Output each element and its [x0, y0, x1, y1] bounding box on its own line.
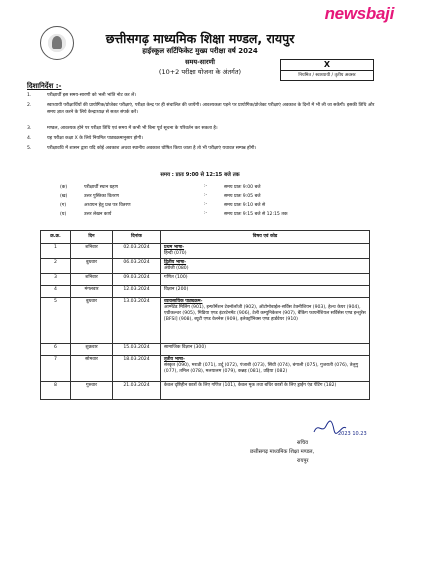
timing-title: समय : प्रातः 9:00 से 12:15 बजे तक	[160, 172, 240, 178]
row-date: 12.03.2024	[113, 286, 161, 298]
timing-row: (ग) अध्ययन हेतु प्रश्न पत्र वितरण :- समय प्रातः 9:10 बजे से	[60, 202, 266, 208]
class-mark: X	[281, 60, 373, 71]
table-row	[41, 298, 370, 344]
row-date: 18.03.2024	[113, 356, 161, 382]
row-date: 06.03.2024	[113, 259, 161, 274]
row-subject: गणित (100)	[161, 274, 370, 286]
row-day: शनिवार	[71, 244, 113, 259]
table-row	[41, 344, 370, 356]
class-box	[280, 59, 374, 81]
instruction-item: 2. स्वाध्यायी परीक्षार्थियों की प्रायोगिक/प्रोजेक्ट परीक्षाएं, परीक्षा केन्द्र पर ही संचालित की जायेंगी। आवश्यकता पड़ने पर प्रायोगिक/प्रोजेक्ट परीक्षाएं अवकाश के दिनों में भी ली जा सकेंगी। इसकी तिथि और समय ज्ञात करने के लिये केन्द्राध्यक्ष से सतत संपर्क करें।	[27, 103, 375, 115]
table-row	[41, 259, 370, 274]
row-number: 8	[41, 382, 71, 400]
exam-schedule-table	[40, 230, 370, 400]
row-day: गुरुवार	[71, 382, 113, 400]
instruction-item: 4. यह परीक्षा कक्षा X के लिये नियमित पाठ्यक्रमानुसार होगी।	[27, 136, 143, 141]
row-subject: व्यावसायिक पाठ्यक्रम- आग्मेंटेड मिलिंग (901), इन्फॉर्मेशन टेक्नॉलॉजी (902), ऑटोमोबाईल-सर्विस टेक्नीशियन (903), हेल्थ केयर (904), एग्रीकल्चर (905), मिडिया एण्ड इंटरटेनमेंट (906), टेली कम्युनिकेशन (907), बैंकिंग फायनेंशियल सर्विसेस एण्ड इन्शुरेंस [BFSI] (908), ब्यूटी एण्ड वेलनेस (909), इलेक्ट्रॉनिक्स एण्ड हार्डवेयर (910)	[161, 298, 370, 344]
instructions-title: दिशानिर्देश :-	[27, 82, 62, 90]
row-subject: सामाजिक विज्ञान (300)	[161, 344, 370, 356]
instruction-item: 3. मण्डल, आवश्यक होने पर परीक्षा तिथि एवं समय में कभी भी बिना पूर्व सूचना के परिवर्तन कर सकता है।	[27, 126, 218, 131]
row-date: 21.03.2024	[113, 382, 161, 400]
watermark-logo: newsbaji	[324, 4, 394, 23]
table-row	[41, 274, 370, 286]
table-row	[41, 382, 370, 400]
row-subject: द्वितीय भाषा- अंग्रेजी (080)	[161, 259, 370, 274]
instruction-item: 5. परीक्षावधि में शासन द्वारा यदि कोई अवकाश अथवा स्थानीय अवकाश घोषित किया जाता है तो भी परीक्षाएं यथावत सम्पन्न होंगी।	[27, 146, 257, 151]
instruction-item: 1. परीक्षार्थी इस समय-सारणी को भली भांति नोट कर लें।	[27, 93, 136, 98]
column-header: दिन	[71, 231, 113, 244]
table-row	[41, 356, 370, 382]
row-date: 02.03.2024	[113, 244, 161, 259]
row-number: 2	[41, 259, 71, 274]
column-header: क्र.क्र.	[41, 231, 71, 244]
schedule-label: समय-सारणी	[185, 58, 215, 66]
signatory-org: छत्तीसगढ़ माध्यमिक शिक्षा मण्डल,	[250, 449, 315, 455]
row-day: शनिवार	[71, 274, 113, 286]
signatory-city: रायपुर	[297, 458, 309, 464]
row-subject: केवल दृष्टिहीन छात्रों के लिए गणित (101), केवल मूक तथा बधिर छात्रों के लिए ड्राईंग एंड पेंटिंग (182)	[161, 382, 370, 400]
row-date: 09.03.2024	[113, 274, 161, 286]
row-subject: प्रथम भाषा- हिन्दी (070)	[161, 244, 370, 259]
row-number: 3	[41, 274, 71, 286]
column-header: दिनांक	[113, 231, 161, 244]
exam-subtitle: हाईस्कूल सर्टिफिकेट मुख्य परीक्षा वर्ष 2024	[142, 47, 258, 55]
row-date: 13.03.2024	[113, 298, 161, 344]
secretary-signature	[312, 418, 367, 438]
page-title: छत्तीसगढ़ माध्यमिक शिक्षा मण्डल, रायपुर	[105, 31, 295, 46]
table-row	[41, 286, 370, 298]
signatory-designation: सचिव	[297, 440, 309, 446]
row-day: बुधवार	[71, 259, 113, 274]
svg-text:2023 10.23: 2023 10.23	[338, 431, 367, 437]
table-row	[41, 244, 370, 259]
row-number: 6	[41, 344, 71, 356]
column-header: विषय एवं कोड	[161, 231, 370, 244]
row-number: 7	[41, 356, 71, 382]
timing-row: (घ) उत्तर लेखन कार्य :- समय प्रातः 9:15 बजे से 12:15 तक	[60, 211, 288, 217]
row-subject: तृतीय भाषा- संस्कृत (090), मराठी (071), उर्दू (072), पंजाबी (073), सिंधी (074), बंगाली (075), गुजराती (076), तेलुगु (077), तमिल (078), मलयालम (079), कन्नड़ (081), उड़िया (082)	[161, 356, 370, 382]
row-date: 15.03.2024	[113, 344, 161, 356]
timing-row: (क) परीक्षार्थी स्थान ग्रहण :- समय प्रातः 9:00 बजे	[60, 184, 261, 190]
row-number: 4	[41, 286, 71, 298]
class-caption: नियमित / स्वाध्यायी / तृतीय अवसर	[298, 73, 356, 78]
row-number: 1	[41, 244, 71, 259]
row-day: बुधवार	[71, 298, 113, 344]
row-day: शुक्रवार	[71, 344, 113, 356]
row-day: सोमवार	[71, 356, 113, 382]
row-day: मंगलवार	[71, 286, 113, 298]
row-subject: विज्ञान (200)	[161, 286, 370, 298]
row-number: 5	[41, 298, 71, 344]
timing-row: (ख) उत्तर पुस्तिका वितरण :- समय प्रातः 9:05 बजे	[60, 193, 261, 199]
scheme-note: (10+2 परीक्षा योजना के अंतर्गत)	[158, 68, 242, 76]
table-header-row	[41, 231, 370, 244]
